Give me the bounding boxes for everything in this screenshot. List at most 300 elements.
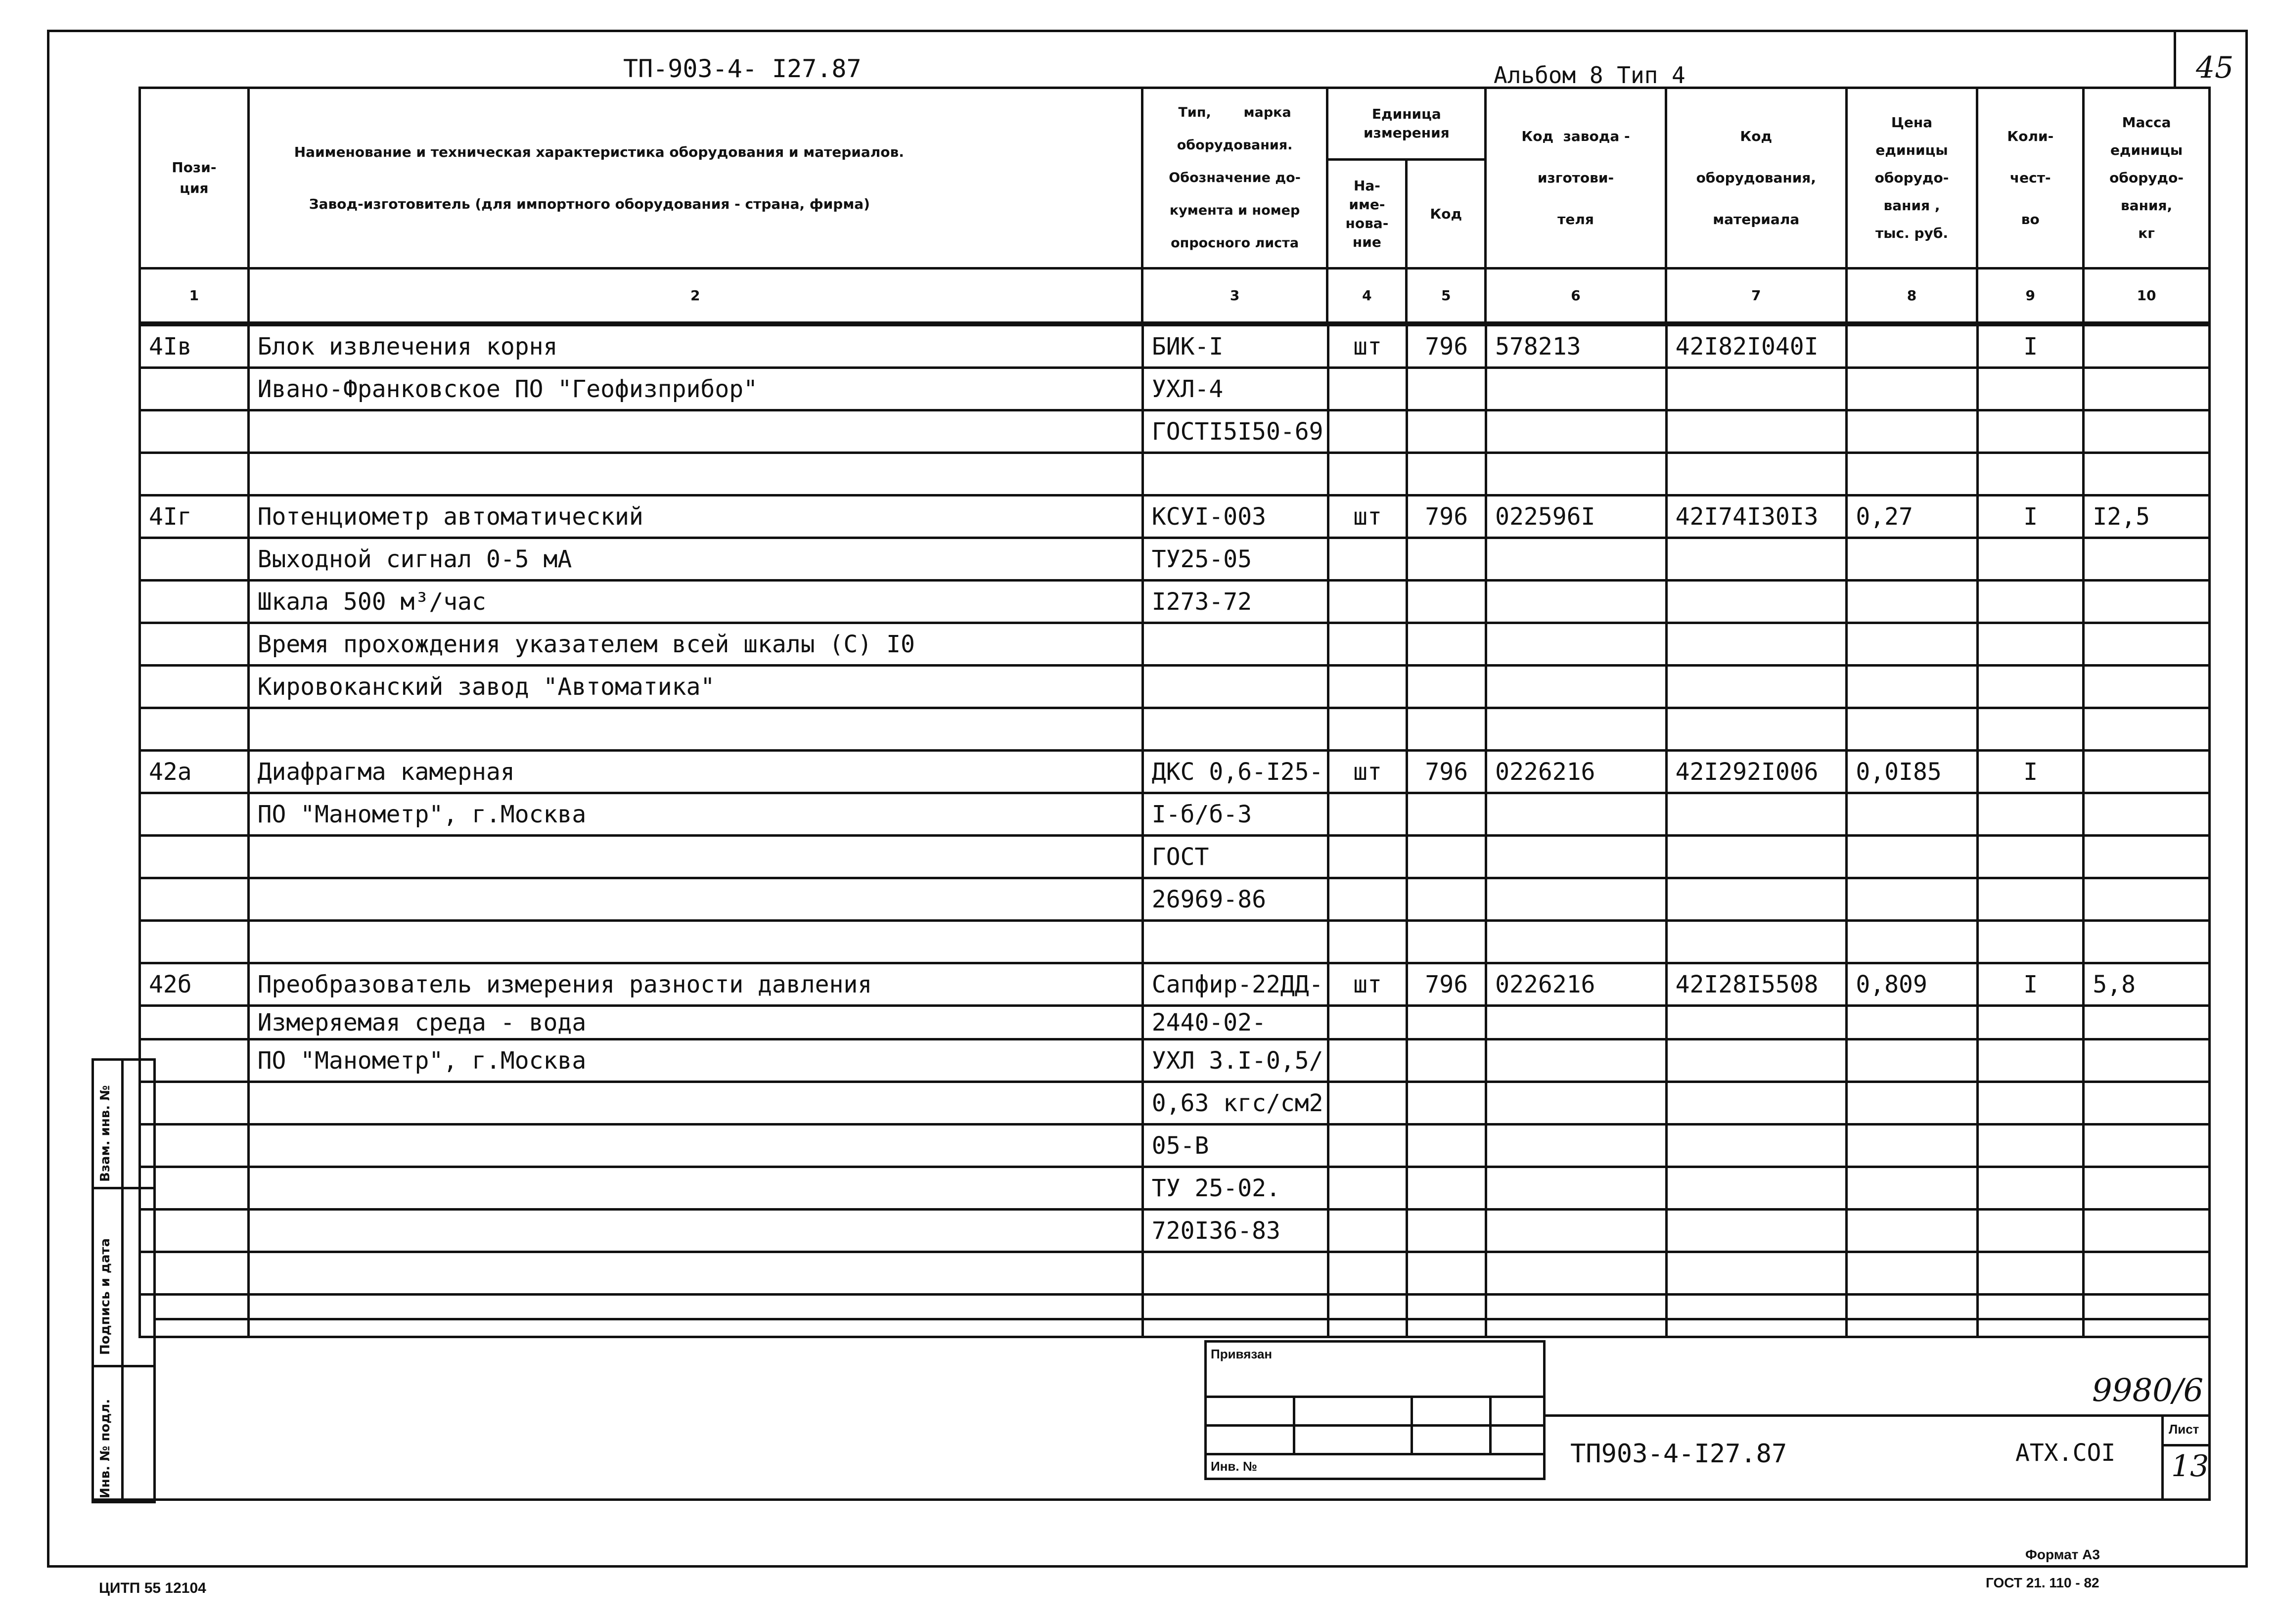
cell-position xyxy=(140,453,249,496)
cell-quantity xyxy=(1978,921,2084,963)
privyazan-block xyxy=(1204,1340,1546,1480)
column-number: 9 xyxy=(1977,269,2084,323)
cell-quantity xyxy=(1978,1252,2084,1295)
cell-position xyxy=(140,1252,249,1295)
cell-name xyxy=(248,921,1142,963)
cell-factory-code: 0226216 xyxy=(1486,751,1666,793)
cell-position xyxy=(140,1167,249,1210)
col-header-unit-code: Код xyxy=(1407,160,1486,269)
cell-price xyxy=(1847,325,1978,368)
cell-mass xyxy=(2084,1252,2210,1295)
table-row xyxy=(140,1210,2210,1252)
table-row xyxy=(140,1082,2210,1125)
cell-equipment-code xyxy=(1666,1167,1847,1210)
column-number: 4 xyxy=(1327,269,1407,323)
cell-mass xyxy=(2084,921,2210,963)
cell-quantity xyxy=(1978,708,2084,751)
col-header-mass: Масса единицы оборудо- вания, кг xyxy=(2084,88,2210,269)
cell-price xyxy=(1847,623,1978,666)
cell-equipment-code xyxy=(1666,708,1847,751)
cell-position xyxy=(140,1125,249,1167)
cell-type xyxy=(1142,708,1328,751)
cell-quantity xyxy=(1978,1006,2084,1039)
cell-unit xyxy=(1328,793,1407,836)
cell-unit xyxy=(1328,410,1407,453)
cell-factory-code xyxy=(1486,1252,1666,1295)
cell-equipment-code: 42I74I30I3 xyxy=(1666,496,1847,538)
cell-quantity xyxy=(1978,538,2084,581)
cell-position xyxy=(140,1295,249,1337)
cell-factory-code xyxy=(1486,666,1666,708)
cell-mass xyxy=(2084,325,2210,368)
cell-position xyxy=(140,538,249,581)
cell-equipment-code xyxy=(1666,623,1847,666)
footer-format: Формат А3 xyxy=(2025,1547,2100,1562)
cell-quantity xyxy=(1978,793,2084,836)
cell-equipment-code xyxy=(1666,1125,1847,1167)
cell-equipment-code xyxy=(1666,878,1847,921)
cell-price xyxy=(1847,1082,1978,1125)
cell-mass xyxy=(2084,1295,2210,1337)
cell-unit: шт xyxy=(1328,751,1407,793)
cell-position xyxy=(140,708,249,751)
cell-name xyxy=(248,708,1142,751)
cell-factory-code xyxy=(1486,793,1666,836)
cell-quantity xyxy=(1978,666,2084,708)
handwritten-number: 9980/6 xyxy=(2092,1372,2204,1409)
cell-unit xyxy=(1328,1082,1407,1125)
cell-type: 05-В xyxy=(1142,1125,1328,1167)
cell-mass xyxy=(2084,1125,2210,1167)
cell-unit xyxy=(1328,878,1407,921)
cell-quantity xyxy=(1978,453,2084,496)
cell-type: ТУ25-05 xyxy=(1142,538,1328,581)
cell-mass xyxy=(2084,708,2210,751)
side-stamp-podpis: Подпись и дата xyxy=(98,1238,113,1355)
cell-unit xyxy=(1328,666,1407,708)
table-row xyxy=(140,453,2210,496)
cell-position xyxy=(140,1039,249,1082)
cell-position xyxy=(140,581,249,623)
cell-quantity xyxy=(1978,1125,2084,1167)
cell-factory-code: 0226216 xyxy=(1486,963,1666,1006)
cell-factory-code xyxy=(1486,1082,1666,1125)
side-stamp-vzam: Взам. инв. № xyxy=(98,1085,113,1182)
cell-unit-code xyxy=(1407,1295,1486,1337)
column-number: 8 xyxy=(1846,269,1977,323)
cell-position xyxy=(140,623,249,666)
cell-price xyxy=(1847,538,1978,581)
cell-unit-code xyxy=(1407,1006,1486,1039)
col-header-name: Наименование и техническая характеристика оборудования и материалов. Завод-изготовитель (для импортного оборудования - страна, фирма) xyxy=(248,88,1142,269)
cell-mass xyxy=(2084,1210,2210,1252)
cell-unit-code xyxy=(1407,1125,1486,1167)
cell-price xyxy=(1847,793,1978,836)
cell-price: 0,27 xyxy=(1847,496,1978,538)
cell-equipment-code xyxy=(1666,1252,1847,1295)
cell-position xyxy=(140,921,249,963)
cell-factory-code xyxy=(1486,1210,1666,1252)
column-number: 3 xyxy=(1142,269,1327,323)
page-number: 45 xyxy=(2196,50,2234,85)
table-row xyxy=(140,921,2210,963)
album-label: Альбом 8 Тип 4 xyxy=(1494,62,1686,89)
cell-price xyxy=(1847,410,1978,453)
cell-unit xyxy=(1328,1252,1407,1295)
cell-equipment-code xyxy=(1666,453,1847,496)
inv-no-label: Инв. № xyxy=(1206,1454,1545,1479)
cell-quantity: I xyxy=(1978,751,2084,793)
cell-equipment-code xyxy=(1666,921,1847,963)
cell-quantity xyxy=(1978,1167,2084,1210)
cell-unit xyxy=(1328,921,1407,963)
cell-equipment-code xyxy=(1666,836,1847,878)
cell-name: Диафрагма камерная xyxy=(248,751,1142,793)
cell-position xyxy=(140,666,249,708)
specification-table xyxy=(138,324,2211,1338)
cell-mass xyxy=(2084,836,2210,878)
cell-type xyxy=(1142,1295,1328,1337)
table-row xyxy=(140,623,2210,666)
cell-name xyxy=(248,410,1142,453)
side-stamp-inv-podl: Инв. № подл. xyxy=(98,1398,113,1498)
cell-position xyxy=(140,410,249,453)
cell-unit: шт xyxy=(1328,325,1407,368)
cell-position xyxy=(140,1006,249,1039)
cell-unit-code xyxy=(1407,708,1486,751)
cell-factory-code xyxy=(1486,1167,1666,1210)
cell-type: 720I36-83 xyxy=(1142,1210,1328,1252)
cell-factory-code xyxy=(1486,368,1666,410)
cell-equipment-code xyxy=(1666,1039,1847,1082)
col-header-position: Пози- ция xyxy=(140,88,249,269)
cell-quantity: I xyxy=(1978,963,2084,1006)
cell-name: Время прохождения указателем всей шкалы (С) I0 xyxy=(248,623,1142,666)
cell-name xyxy=(248,453,1142,496)
cell-factory-code xyxy=(1486,921,1666,963)
cell-position xyxy=(140,878,249,921)
doc-code: ТП-903-4- I27.87 xyxy=(623,54,862,83)
cell-unit xyxy=(1328,581,1407,623)
cell-name xyxy=(248,1125,1142,1167)
cell-equipment-code xyxy=(1666,666,1847,708)
cell-mass xyxy=(2084,368,2210,410)
cell-factory-code xyxy=(1486,836,1666,878)
col-header-quantity: Коли- чест- во xyxy=(1977,88,2084,269)
cell-type: 2440-02- xyxy=(1142,1006,1328,1039)
cell-type: ДКС 0,6-I25- xyxy=(1142,751,1328,793)
table-row xyxy=(140,1006,2210,1039)
table-row xyxy=(140,836,2210,878)
cell-type xyxy=(1142,623,1328,666)
cell-quantity xyxy=(1978,1039,2084,1082)
col-header-unit: Единица измерения xyxy=(1327,88,1486,160)
cell-quantity: I xyxy=(1978,325,2084,368)
column-number: 10 xyxy=(2084,269,2210,323)
cell-name xyxy=(248,1082,1142,1125)
cell-price: 0,0I85 xyxy=(1847,751,1978,793)
cell-factory-code: 022596I xyxy=(1486,496,1666,538)
cell-factory-code xyxy=(1486,1039,1666,1082)
table-row xyxy=(140,1125,2210,1167)
side-stamp-hline xyxy=(91,1187,156,1189)
title-block-code: ТП903-4-I27.87 xyxy=(1570,1439,1787,1469)
cell-price xyxy=(1847,708,1978,751)
cell-quantity xyxy=(1978,368,2084,410)
cell-mass xyxy=(2084,751,2210,793)
cell-type: 0,63 кгс/см2 xyxy=(1142,1082,1328,1125)
cell-name: Преобразователь измерения разности давления xyxy=(248,963,1142,1006)
table-row xyxy=(140,538,2210,581)
cell-price xyxy=(1847,921,1978,963)
cell-position xyxy=(140,1210,249,1252)
cell-equipment-code xyxy=(1666,793,1847,836)
cell-price xyxy=(1847,1295,1978,1337)
cell-factory-code xyxy=(1486,410,1666,453)
cell-mass: I2,5 xyxy=(2084,496,2210,538)
cell-unit-code xyxy=(1407,410,1486,453)
cell-unit-code xyxy=(1407,368,1486,410)
cell-name: Потенциометр автоматический xyxy=(248,496,1142,538)
cell-name: Кировоканский завод "Автоматика" xyxy=(248,666,1142,708)
cell-unit xyxy=(1328,1167,1407,1210)
table-row xyxy=(140,666,2210,708)
cell-mass: 5,8 xyxy=(2084,963,2210,1006)
cell-quantity: I xyxy=(1978,496,2084,538)
cell-unit-code xyxy=(1407,1167,1486,1210)
cell-name: Шкала 500 м³/час xyxy=(248,581,1142,623)
cell-factory-code xyxy=(1486,453,1666,496)
lower-area-bottom xyxy=(91,1498,2211,1501)
cell-mass xyxy=(2084,1006,2210,1039)
list-label: Лист xyxy=(2169,1422,2199,1437)
side-stamp-hline xyxy=(91,1365,156,1367)
cell-type: УХЛ 3.I-0,5/ xyxy=(1142,1039,1328,1082)
col-header-unit-name: На- име- нова- ние xyxy=(1327,160,1407,269)
list-box-divider xyxy=(2161,1444,2211,1446)
table-row xyxy=(140,1295,2210,1337)
cell-unit-code: 796 xyxy=(1407,963,1486,1006)
cell-unit xyxy=(1328,1125,1407,1167)
cell-equipment-code xyxy=(1666,581,1847,623)
cell-price xyxy=(1847,1167,1978,1210)
cell-unit-code xyxy=(1407,538,1486,581)
cell-quantity xyxy=(1978,581,2084,623)
title-block-sheet-code: АТХ.СОI xyxy=(2015,1439,2116,1467)
cell-mass xyxy=(2084,623,2210,666)
cell-name xyxy=(248,1210,1142,1252)
cell-unit xyxy=(1328,1210,1407,1252)
cell-unit-code xyxy=(1407,623,1486,666)
cell-price xyxy=(1847,1210,1978,1252)
col-header-type: Тип, марка оборудования. Обозначение до- кумента и номер опросного листа xyxy=(1142,88,1327,269)
cell-unit-code xyxy=(1407,836,1486,878)
cell-mass xyxy=(2084,538,2210,581)
cell-equipment-code: 42I28I5508 xyxy=(1666,963,1847,1006)
cell-position: 4Iв xyxy=(140,325,249,368)
cell-price xyxy=(1847,836,1978,878)
cell-price xyxy=(1847,1039,1978,1082)
privyazan-label: Привязан xyxy=(1206,1342,1545,1397)
cell-type: ГОСТI5I50-69 xyxy=(1142,410,1328,453)
table-row xyxy=(140,368,2210,410)
cell-price xyxy=(1847,368,1978,410)
cell-type: I-б/б-3 xyxy=(1142,793,1328,836)
cell-factory-code xyxy=(1486,1006,1666,1039)
cell-name: Выходной сигнал 0-5 мА xyxy=(248,538,1142,581)
cell-name xyxy=(248,836,1142,878)
cell-position: 42б xyxy=(140,963,249,1006)
cell-unit-code: 796 xyxy=(1407,496,1486,538)
cell-mass xyxy=(2084,453,2210,496)
cell-position: 4Iг xyxy=(140,496,249,538)
cell-name xyxy=(248,1295,1142,1337)
cell-equipment-code xyxy=(1666,410,1847,453)
column-number: 7 xyxy=(1666,269,1846,323)
cell-type xyxy=(1142,921,1328,963)
cell-unit xyxy=(1328,623,1407,666)
column-number: 5 xyxy=(1407,269,1486,323)
footer-gost: ГОСТ 21. 110 - 82 xyxy=(1986,1575,2099,1590)
cell-position xyxy=(140,836,249,878)
table-row xyxy=(140,410,2210,453)
cell-mass xyxy=(2084,878,2210,921)
cell-name xyxy=(248,878,1142,921)
cell-position xyxy=(140,1082,249,1125)
cell-unit xyxy=(1328,836,1407,878)
table-row xyxy=(140,878,2210,921)
table-row xyxy=(140,1039,2210,1082)
list-box-left xyxy=(2161,1414,2164,1501)
cell-unit-code xyxy=(1407,1210,1486,1252)
cell-quantity xyxy=(1978,1082,2084,1125)
cell-mass xyxy=(2084,1167,2210,1210)
cell-type: ГОСТ xyxy=(1142,836,1328,878)
cell-factory-code xyxy=(1486,708,1666,751)
cell-equipment-code xyxy=(1666,368,1847,410)
cell-quantity xyxy=(1978,1210,2084,1252)
cell-price xyxy=(1847,1252,1978,1295)
cell-name: Измеряемая среда - вода xyxy=(248,1006,1142,1039)
cell-unit-code: 796 xyxy=(1407,751,1486,793)
cell-position xyxy=(140,793,249,836)
title-block-top xyxy=(1546,1414,2211,1417)
cell-mass xyxy=(2084,666,2210,708)
cell-unit xyxy=(1328,1295,1407,1337)
cell-name: Ивано-Франковское ПО "Геофизприбор" xyxy=(248,368,1142,410)
cell-unit-code xyxy=(1407,1252,1486,1295)
cell-equipment-code xyxy=(1666,1006,1847,1039)
cell-equipment-code: 42I82I040I xyxy=(1666,325,1847,368)
col-header-price: Цена единицы оборудо- вания , тыс. руб. xyxy=(1846,88,1977,269)
table-row xyxy=(140,793,2210,836)
cell-mass xyxy=(2084,1039,2210,1082)
cell-type: Сапфир-22ДД- xyxy=(1142,963,1328,1006)
cell-quantity xyxy=(1978,836,2084,878)
cell-unit: шт xyxy=(1328,496,1407,538)
table-row xyxy=(140,963,2210,1006)
cell-name: ПО "Манометр", г.Москва xyxy=(248,1039,1142,1082)
cell-equipment-code xyxy=(1666,1082,1847,1125)
page-box-divider xyxy=(2174,30,2176,89)
cell-mass xyxy=(2084,793,2210,836)
table-row xyxy=(140,325,2210,368)
table-row xyxy=(140,1167,2210,1210)
cell-type xyxy=(1142,1252,1328,1295)
cell-quantity xyxy=(1978,623,2084,666)
cell-factory-code xyxy=(1486,1295,1666,1337)
cell-name: Блок извлечения корня xyxy=(248,325,1142,368)
cell-type: ТУ 25-02. xyxy=(1142,1167,1328,1210)
cell-name xyxy=(248,1252,1142,1295)
cell-unit xyxy=(1328,1039,1407,1082)
column-number: 1 xyxy=(140,269,249,323)
cell-factory-code xyxy=(1486,538,1666,581)
cell-price xyxy=(1847,1125,1978,1167)
cell-unit: шт xyxy=(1328,963,1407,1006)
column-header xyxy=(138,87,2211,324)
table-row xyxy=(140,1252,2210,1295)
cell-unit xyxy=(1328,708,1407,751)
cell-type: БИК-I xyxy=(1142,325,1328,368)
cell-equipment-code xyxy=(1666,538,1847,581)
cell-mass xyxy=(2084,1082,2210,1125)
cell-unit-code xyxy=(1407,793,1486,836)
cell-factory-code xyxy=(1486,623,1666,666)
cell-price xyxy=(1847,666,1978,708)
cell-equipment-code: 42I292I006 xyxy=(1666,751,1847,793)
table-row xyxy=(140,751,2210,793)
cell-unit-code xyxy=(1407,1039,1486,1082)
cell-type: УХЛ-4 xyxy=(1142,368,1328,410)
table-row xyxy=(140,496,2210,538)
cell-unit xyxy=(1328,453,1407,496)
column-number: 2 xyxy=(248,269,1142,323)
list-number: 13 xyxy=(2171,1449,2209,1484)
cell-unit xyxy=(1328,368,1407,410)
cell-position: 42а xyxy=(140,751,249,793)
cell-price xyxy=(1847,878,1978,921)
cell-price xyxy=(1847,453,1978,496)
cell-unit-code xyxy=(1407,1082,1486,1125)
cell-unit xyxy=(1328,538,1407,581)
cell-quantity xyxy=(1978,410,2084,453)
col-header-equipment-code: Код оборудования, материала xyxy=(1666,88,1846,269)
cell-mass xyxy=(2084,410,2210,453)
cell-price xyxy=(1847,1006,1978,1039)
cell-unit xyxy=(1328,1006,1407,1039)
cell-position xyxy=(140,368,249,410)
cell-quantity xyxy=(1978,878,2084,921)
cell-equipment-code xyxy=(1666,1210,1847,1252)
column-number: 6 xyxy=(1486,269,1666,323)
cell-type: 26969-86 xyxy=(1142,878,1328,921)
side-stamp-divider xyxy=(121,1058,124,1503)
cell-unit-code xyxy=(1407,878,1486,921)
cell-unit-code xyxy=(1407,453,1486,496)
cell-type xyxy=(1142,666,1328,708)
cell-unit-code: 796 xyxy=(1407,325,1486,368)
table-row xyxy=(140,581,2210,623)
cell-factory-code xyxy=(1486,581,1666,623)
cell-factory-code: 578213 xyxy=(1486,325,1666,368)
cell-factory-code xyxy=(1486,1125,1666,1167)
col-header-factory-code: Код завода - изготови- теля xyxy=(1486,88,1666,269)
cell-name: ПО "Манометр", г.Москва xyxy=(248,793,1142,836)
cell-price: 0,809 xyxy=(1847,963,1978,1006)
table-row xyxy=(140,708,2210,751)
cell-name xyxy=(248,1167,1142,1210)
